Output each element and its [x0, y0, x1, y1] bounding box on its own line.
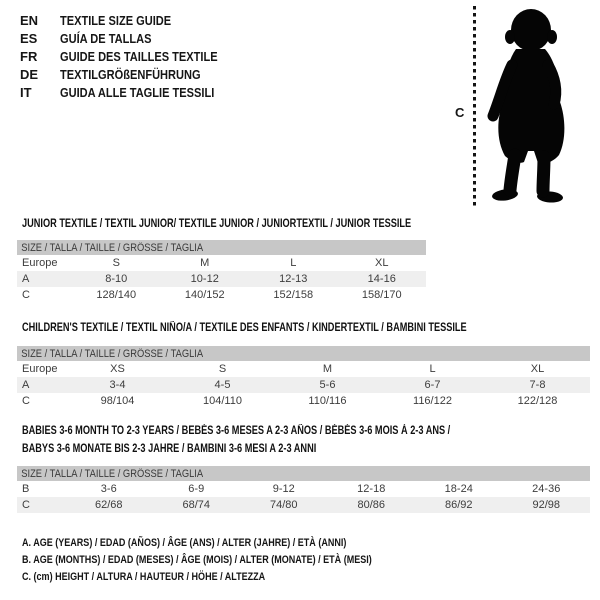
language-code: ES: [20, 31, 38, 46]
children-table-title-text: CHILDREN'S TEXTILE / TEXTIL NIÑO/A / TEXTILE DES ENFANTS / KINDERTEXTIL / BAMBINI TESSILE: [22, 322, 467, 334]
size-header-text: SIZE / TALLA / TAILLE / GRÖSSE / TAGLIA: [21, 241, 204, 254]
row-label: Europe: [22, 257, 58, 269]
language-item: [20, 48, 245, 66]
row-label: C: [22, 499, 30, 511]
row-label: C: [22, 289, 30, 301]
table-row: [17, 393, 590, 409]
size-cell: 140/152: [184, 289, 225, 301]
footnote-text: A. AGE (YEARS) / EDAD (AÑOS) / ÂGE (ANS) / ALTER (JAHRE) / ETÀ (ANNI): [22, 537, 347, 549]
children-table-title: [22, 321, 578, 335]
size-cell: 128/140: [96, 289, 137, 301]
size-cell: 5-6: [319, 379, 336, 391]
size-cell: 86/92: [444, 499, 473, 511]
table-row: [17, 255, 426, 271]
size-cell: 104/110: [203, 395, 242, 407]
babies-size-table: [17, 466, 590, 513]
size-cell: 10-12: [190, 273, 219, 285]
height-measure-label: C: [455, 105, 465, 120]
row-label: C: [22, 395, 30, 407]
size-cell: 80/86: [357, 499, 386, 511]
size-cell: S: [218, 363, 227, 375]
size-cell: 74/80: [269, 499, 298, 511]
row-label: A: [22, 379, 30, 391]
size-cell: XL: [530, 363, 545, 375]
size-cell: 152/158: [273, 289, 314, 301]
language-item: [20, 66, 245, 84]
size-cell: 158/170: [361, 289, 402, 301]
size-cell: 116/122: [413, 395, 452, 407]
size-cell: S: [112, 257, 120, 269]
footnote-text: C. (cm) HEIGHT / ALTURA / HAUTEUR / HÖHE / ALTEZZA: [22, 571, 266, 583]
size-cell: XS: [110, 363, 125, 375]
language-code: IT: [20, 85, 32, 100]
footnote-age-years: [22, 537, 418, 549]
language-item: [20, 30, 245, 48]
row-label: Europe: [22, 363, 58, 375]
table-row: [17, 271, 426, 287]
language-label: GUÍA DE TALLAS: [60, 31, 152, 46]
size-cell: M: [322, 363, 333, 375]
language-item: [20, 12, 245, 30]
footnote-age-months: [22, 554, 449, 566]
babies-table-rows: [17, 481, 590, 513]
size-cell: 68/74: [182, 499, 211, 511]
size-header-text: SIZE / TALLA / TAILLE / GRÖSSE / TAGLIA: [21, 347, 204, 360]
size-cell: 24-36: [532, 483, 561, 495]
babies-table-title-line2: BABYS 3-6 MONATE BIS 2-3 JAHRE / BAMBINI 3-6 MESI A 2-3 ANNI: [22, 442, 317, 455]
size-cell: 3-6: [100, 483, 117, 495]
language-code: EN: [20, 13, 39, 28]
size-header-text: SIZE / TALLA / TAILLE / GRÖSSE / TAGLIA: [21, 467, 204, 480]
table-row: [17, 287, 426, 303]
table-row: [17, 481, 590, 497]
row-label: B: [22, 483, 30, 495]
size-cell: 12-13: [279, 273, 308, 285]
language-label: TEXTILGRÖßENFÜHRUNG: [60, 67, 201, 82]
footnote-text: B. AGE (MONTHS) / EDAD (MESES) / ÂGE (MOIS) / ALTER (MONATE) / ETÀ (MESI): [22, 554, 372, 566]
language-code: DE: [20, 67, 39, 82]
size-cell: 62/68: [94, 499, 123, 511]
table-row: [17, 497, 590, 513]
language-item: [20, 84, 245, 102]
size-cell: M: [200, 257, 210, 269]
size-cell: 92/98: [532, 499, 561, 511]
junior-table-rows: [17, 255, 426, 303]
size-cell: 3-4: [109, 379, 126, 391]
size-cell: L: [429, 363, 436, 375]
size-cell: XL: [375, 257, 389, 269]
size-cell: 8-10: [105, 273, 128, 285]
size-header-bar: [17, 466, 590, 481]
size-cell: L: [290, 257, 297, 269]
size-cell: 122/128: [517, 395, 558, 407]
size-cell: 6-9: [188, 483, 205, 495]
children-table-rows: [17, 361, 590, 409]
junior-table-title-text: JUNIOR TEXTILE / TEXTIL JUNIOR/ TEXTILE JUNIOR / JUNIORTEXTIL / JUNIOR TESSILE: [22, 218, 412, 230]
height-measure-dashed-line: [473, 6, 476, 206]
table-row: [17, 377, 590, 393]
size-cell: 6-7: [424, 379, 441, 391]
language-list: [20, 12, 245, 102]
children-size-table: [17, 346, 590, 409]
row-label: A: [22, 273, 30, 285]
language-label: GUIDE DES TAILLES TEXTILE: [60, 49, 218, 64]
junior-table-title: [22, 217, 508, 231]
footnote-height-cm: [22, 571, 319, 583]
size-cell: 18-24: [444, 483, 473, 495]
size-header-bar: [17, 346, 590, 361]
table-row: [17, 361, 590, 377]
size-cell: 4-5: [214, 379, 231, 391]
junior-size-table: [17, 240, 426, 303]
language-code: FR: [20, 49, 38, 64]
size-cell: 110/116: [308, 395, 347, 407]
size-cell: 12-18: [357, 483, 386, 495]
size-cell: 9-12: [272, 483, 295, 495]
size-header-bar: [17, 240, 426, 255]
size-cell: 98/104: [100, 395, 135, 407]
language-label: GUIDA ALLE TAGLIE TESSILI: [60, 85, 215, 100]
baby-silhouette-icon: [482, 5, 586, 207]
size-cell: 14-16: [367, 273, 396, 285]
babies-table-title-line1: BABIES 3-6 MONTH TO 2-3 YEARS / BEBÉS 3-6 MESES A 2-3 AÑOS / BÉBÉS 3-6 MOIS À 2-3 ANS /: [22, 425, 451, 437]
language-label: TEXTILE SIZE GUIDE: [60, 13, 172, 28]
size-cell: 7-8: [529, 379, 546, 391]
babies-table-title: [22, 423, 557, 458]
